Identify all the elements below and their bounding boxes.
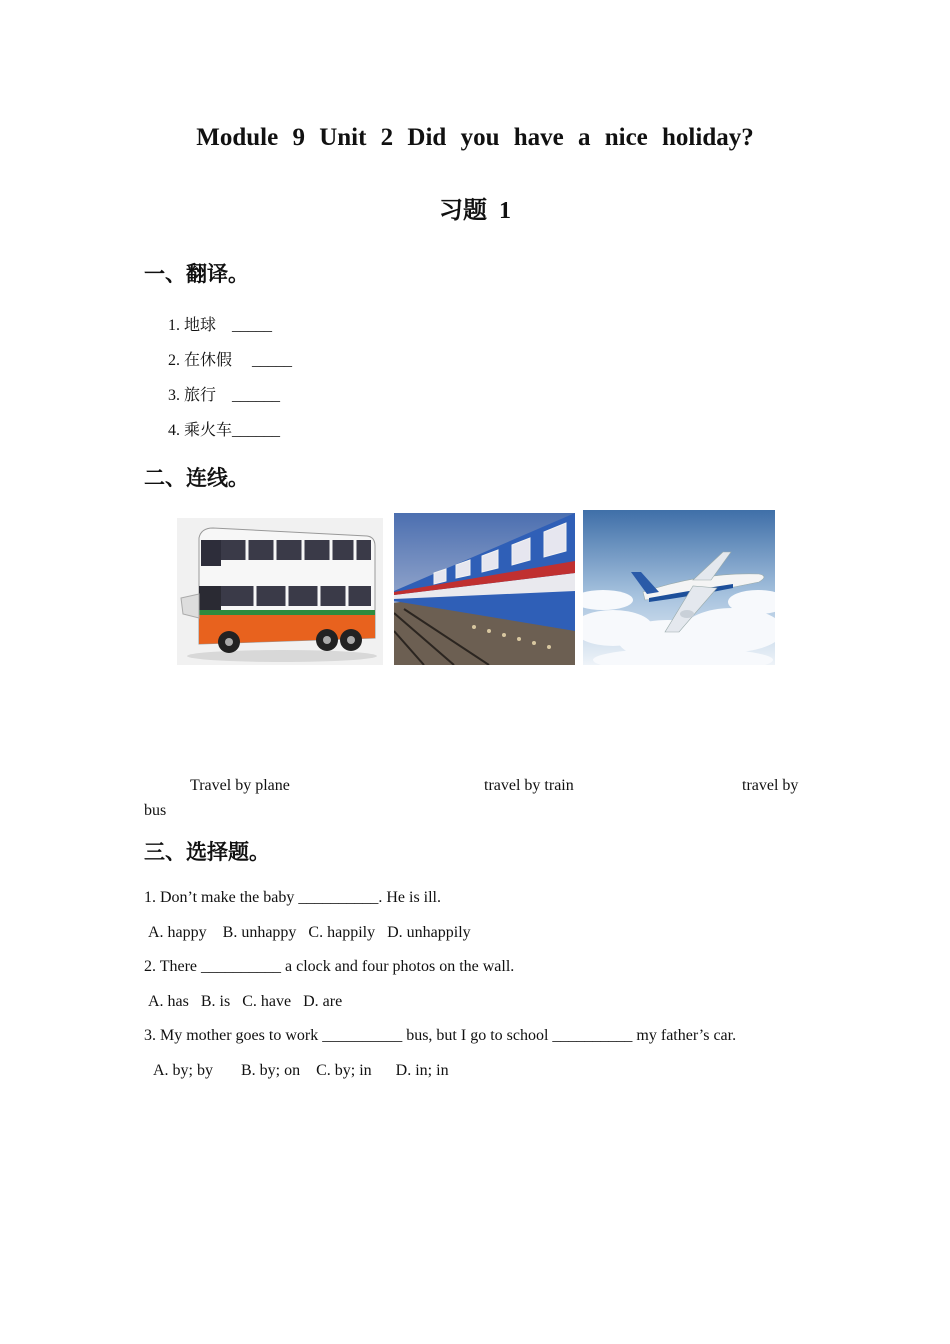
section2-heading: 二、连线。 <box>144 466 249 490</box>
train-image <box>394 513 575 665</box>
label-travel-by-plane: Travel by plane <box>190 777 290 794</box>
translation-item-2: 2. 在休假 _____ <box>168 352 293 369</box>
question-2-options: A. has B. is C. have D. are <box>148 993 343 1010</box>
translation-item-1: 1. 地球 _____ <box>168 317 273 334</box>
page-title: Module 9 Unit 2 Did you have a nice holiday? <box>196 124 754 151</box>
translation-item-3: 3. 旅行 ______ <box>168 387 281 404</box>
label-travel-by-train: travel by train <box>484 777 574 794</box>
bus-image <box>177 518 383 665</box>
plane-image <box>583 510 775 665</box>
question-1-options: A. happy B. unhappy C. happily D. unhappily <box>148 924 471 941</box>
translation-item-4: 4. 乘火车______ <box>168 422 281 439</box>
question-1: 1. Don’t make the baby __________. He is ill. <box>144 889 441 906</box>
question-3: 3. My mother goes to work __________ bus, but I go to school __________ my father’s car. <box>144 1027 737 1044</box>
page-subtitle: 习题 1 <box>439 198 511 224</box>
section3-heading: 三、选择题。 <box>144 840 270 864</box>
question-2: 2. There __________ a clock and four photos on the wall. <box>144 958 515 975</box>
label-travel-by-bus-line2: bus <box>144 802 167 819</box>
section1-heading: 一、翻译。 <box>144 262 249 286</box>
question-3-options: A. by; by B. by; on C. by; in D. in; in <box>153 1062 449 1079</box>
label-travel-by-bus-line1: travel by <box>742 777 799 794</box>
